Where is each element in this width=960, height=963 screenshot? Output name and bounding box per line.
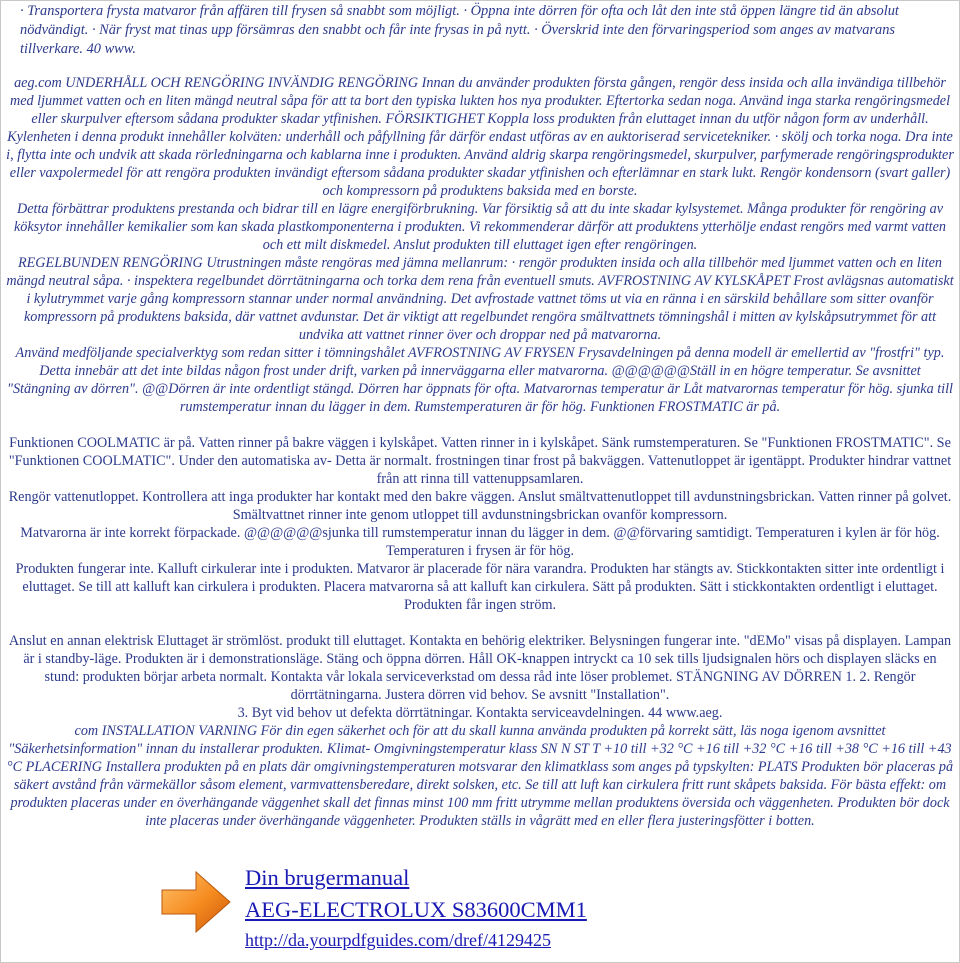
paragraph-4 — [6, 344, 954, 416]
manual-title-link[interactable]: Din brugermanual — [245, 865, 410, 890]
paragraph-8-text: Produkten fungerar inte. Kalluft cirkulerar inte i produkten. Matvaror är placerade för nära varandra. Produkten har stängts av. Stickkontakten sitter inte ordentligt i eluttaget. Se till att kalluft kan cirkulera i produkten. Placera matvarorna så att kalluft kan cirkulera. Sätt på produkten. Sätt i stickkontakten ordentligt i eluttaget. Produkten får ingen ström. — [15, 561, 945, 613]
paragraph-6 — [6, 488, 954, 524]
body-text — [6, 74, 954, 830]
paragraph-5-text: Funktionen COOLMATIC är på. Vatten rinner på bakre väggen i kylskåpet. Vatten rinner in i kylskåpet. Sänk rumstemperaturen. Se "Funktionen FROSTMATIC". Se "Funktionen COOLMATIC". Under den automatiska av- Detta är normalt. frostningen tinar frost på bakväggen. Vattenutloppet är igentäppt. Produkter hindrar vattnet från att rinna till vattenuppsamlaren. — [8, 435, 952, 487]
paragraph-5 — [6, 434, 954, 488]
url-link[interactable]: http://da.yourpdfguides.com/dref/4129425 — [245, 930, 551, 950]
paragraph-6-text: Rengör vattenutloppet. Kontrollera att inga produkter har kontakt med den bakre väggen. Anslut smältvattenutloppet till avdunstningsbrickan. Vatten rinner på golvet. Smältvattnet rinner inte genom utloppet till avdunstningsbrickan ovanför kompressorn. — [8, 489, 952, 523]
link-group — [245, 862, 587, 954]
paragraph-11 — [6, 722, 954, 830]
top-text — [20, 2, 955, 59]
orange-arrow-icon — [156, 860, 236, 940]
paragraph-11-text: com INSTALLATION VARNING För din egen säkerhet och för att du skall kunna använda produkten på korrekt sätt, läs noga igenom avsnittet "Säkerhetsinformation" innan du installerar produkten. Klimat- Omgivningstemperatur klass SN N ST T +10 till +32 °C +16 till +32 °C +16 till +38 °C +16 till +43 °C PLACERING Installera produkten på en plats där omgivningstemperaturen motsvarar den klimatklass som anges på typskylten: PLATS Produkten bör placeras på säkert avstånd från värmekällor såsom element, varmvattensberedare, direkt solsken, etc. Se till att luft kan cirkulera fritt runt skåpets baksida. För bästa effekt: om produkten placeras under en överhängande väggenhet skall det finnas minst 100 mm fritt utrymme mellan produktens översida och väggenheten. Produkten bör dock inte placeras under överhängande väggenheter. Produkten ställs in vågrätt med en eller flera justeringsfötter i botten. — [6, 723, 954, 829]
paragraph-2-text: Detta förbättrar produktens prestanda och bidrar till en lägre energiförbrukning. Var försiktig så att du inte skadar kylsystemet. Många produkter för rengöring av köksytor innehåller kemikalier som kan skada plastkomponenterna i produkten. Vi rekommenderar därför att produktens ytterhölje endast rengörs med varmt vatten och ett milt diskmedel. Anslut produkten till eluttaget igen efter rengöringen. — [13, 201, 946, 253]
paragraph-2 — [6, 200, 954, 254]
model-link[interactable]: AEG-ELECTROLUX S83600CMM1 — [245, 897, 587, 922]
paragraph-3-text: REGELBUNDEN RENGÖRING Utrustningen måste rengöras med jämna mellanrum: · rengör produkten insida och alla tillbehör med ljummet vatten och en liten mängd neutral såpa. · inspektera regelbundet dörrtätningarna och torka dem rena från eventuell smuts. AVFROSTNING AV KYLSKÅPET Frost avlägsnas automatiskt i kylutrymmet varje gång kompressorn stannar under normal användning. Det avfrostade vattnet töms ut via en ränna i en särskild behållare som sitter ovanför kompressorn på produktens baksida, där vattnet avdunstar. Det är viktigt att regelbundet rengöra smältvattnets tömningshål i mitten av kylskåpsutrymmet för att undvika att vattnet rinner över och droppar ned på matvarorna. — [6, 255, 954, 343]
top-paragraph: · Transportera frysta matvaror från affären till frysen så snabbt som möjligt. · Öppna inte dörren för ofta och låt den inte stå öppen längre tid än absolut nödvändigt. · När fryst mat tinas upp försämras den snabbt och får inte frysas in på nytt. · Överskrid inte den förvaringsperiod som anges av matvarans tillverkare. 40 www. — [20, 3, 899, 57]
paragraph-10-text: 3. Byt vid behov ut defekta dörrtätningar. Kontakta serviceavdelningen. 44 www.aeg. — [237, 705, 723, 721]
paragraph-1-text: aeg.com UNDERHÅLL OCH RENGÖRING INVÄNDIG RENGÖRING Innan du använder produkten första gången, rengör dess insida och alla invändiga tillbehör med ljummet vatten och en liten mängd neutral såpa för att ta bort den typiska lukten hos nya produkter. Eftertorka sedan noga. Använd inga starka rengöringsmedel eller skurpulver eftersom sådana produkter skadar ytfinishen. FÖRSIKTIGHET Koppla loss produkten från eluttaget innan du utför någon form av underhåll. Kylenheten i denna produkt innehåller kolväten: underhåll och påfyllning får därför endast utföras av en auktoriserad servicetekniker. · skölj och torka noga. Dra inte i, flytta inte och undvik att skada rörledningarna och kablarna inne i produkten. Använd aldrig skarpa rengöringsmedel, skurpulver, parfymerade rengöringsprodukter eller vaxpolermedel för att rengöra produkten invändigt eftersom sådana produkter skadar ytfinishen och efterlämnar en stark lukt. Rengör kondensorn (svart galler) och kompressorn på produktens baksida med en borste. — [6, 75, 954, 199]
paragraph-10 — [6, 704, 954, 722]
paragraph-1 — [6, 74, 954, 200]
paragraph-7-text: Matvarorna är inte korrekt förpackade. @@@@@@sjunka till rumstemperatur innan du lägger in dem. @@förvaring samtidigt. Temperaturen i kylen är för hög. Temperaturen i frysen är för hög. — [20, 525, 940, 559]
footer-links — [156, 858, 856, 958]
paragraph-8 — [6, 560, 954, 614]
paragraph-9-text: Anslut en annan elektrisk Eluttaget är strömlöst. produkt till eluttaget. Kontakta en behörig elektriker. Belysningen fungerar inte. "dEMo" visas på displayen. Lampan är i standby-läge. Produkten är i demonstrationsläge. Stäng och öppna dörren. Håll OK-knappen intryckt ca 10 sek tills ljudsignalen hörs och displayen släcks en stund: produkten börjar arbeta normalt. Kontakta vår lokala serviceverkstad om dessa råd inte löser problemet. STÄNGNING AV DÖRREN 1. 2. Rengör dörrtätningarna. Justera dörren vid behov. Se avsnitt "Installation". — [8, 633, 952, 703]
paragraph-9 — [6, 632, 954, 704]
paragraph-7 — [6, 524, 954, 560]
paragraph-3 — [6, 254, 954, 344]
paragraph-4-text: Använd medföljande specialverktyg som redan sitter i tömningshålet AVFROSTNING AV FRYSEN Frysavdelningen på denna modell är emellertid av "frostfri" typ. Detta innebär att det inte bildas någon frost under drift, varken på innerväggarna eller matvarorna. @@@@@@Ställ in en högre temperatur. Se avsnittet "Stängning av dörren". @@Dörren är inte ordentligt stängd. Dörren har öppnats för ofta. Matvarornas temperatur är Låt matvarornas temperatur för hög. sjunka till rumstemperatur innan du lägger in dem. Rumstemperaturen är för hög. Funktionen FROSTMATIC är på. — [6, 345, 953, 415]
